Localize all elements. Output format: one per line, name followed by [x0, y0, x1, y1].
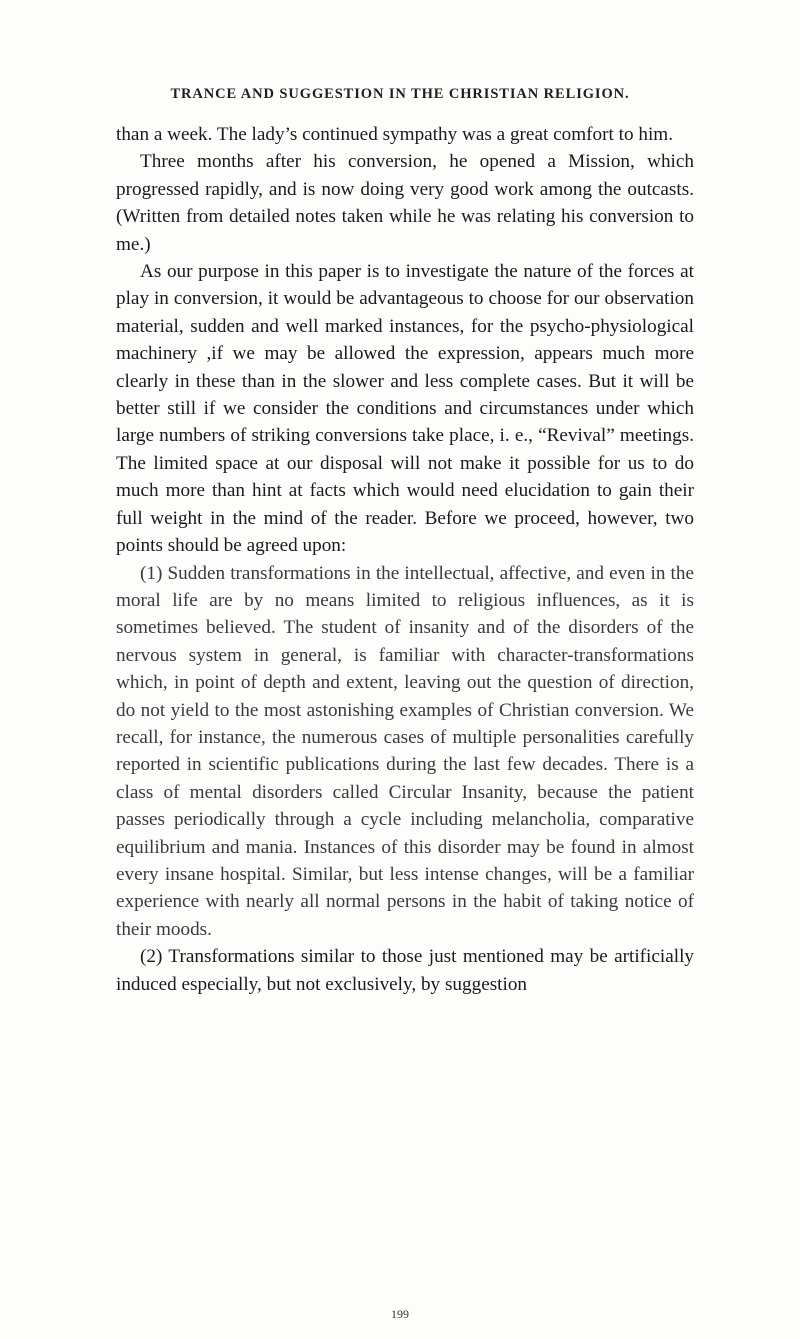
paragraph-continuation: than a week. The lady’s continued sympathy was a great comfort to him. — [116, 124, 673, 145]
body-text — [116, 121, 694, 998]
paragraph-point-one: (1) Sudden transformations in the intellectual, affective, and even in the moral life are by no means limited to religious influences, as it is sometimes believed. The student of insanity and of the disorders of the nervous system in general, is familiar with character-transformations which, in point of depth and extent, leaving out the question of direction, do not yield to the most astonishing examples of Christian conversion. We recall, for instance, the numerous cases of multiple personalities carefully reported in scientific publications during the last few decades. There is a class of mental disorders called Circular Insanity, because the patient passes periodically through a cycle including melancholia, comparative equilibrium and mania. Instances of this disorder may be found in almost every insane hospital. Similar, but less intense changes, will be a familiar experience with nearly all normal persons in the habit of taking notice of their moods. — [116, 562, 694, 940]
running-head: TRANCE AND SUGGESTION IN THE CHRISTIAN RELIGION. — [170, 86, 630, 102]
paragraph-mission: Three months after his conversion, he opened a Mission, which progressed rapidly, and is now doing very good work among the outcasts. (Written from detailed notes taken while he was relating his conversion to me.) — [116, 151, 694, 255]
paragraph-point-two: (2) Transformations similar to those just mentioned may be artificially induced especially, but not exclusively, by suggestion — [116, 946, 694, 995]
page-number: 199 — [391, 1307, 409, 1321]
paragraph-purpose: As our purpose in this paper is to investigate the nature of the forces at play in conversion, it would be advantageous to choose for our observation material, sudden and well marked instances, for the psycho-physiological machinery ,if we may be allowed the expression, appears much more clearly in these than in the slower and less complete cases. But it will be better still if we consider the conditions and circumstances under which large numbers of striking conversions take place, i. e., “Revival” meetings. The limited space at our disposal will not make it possible for us to do much more than hint at facts which would need elucidation to gain their full weight in the mind of the reader. Before we proceed, however, two points should be agreed upon: — [116, 261, 694, 557]
